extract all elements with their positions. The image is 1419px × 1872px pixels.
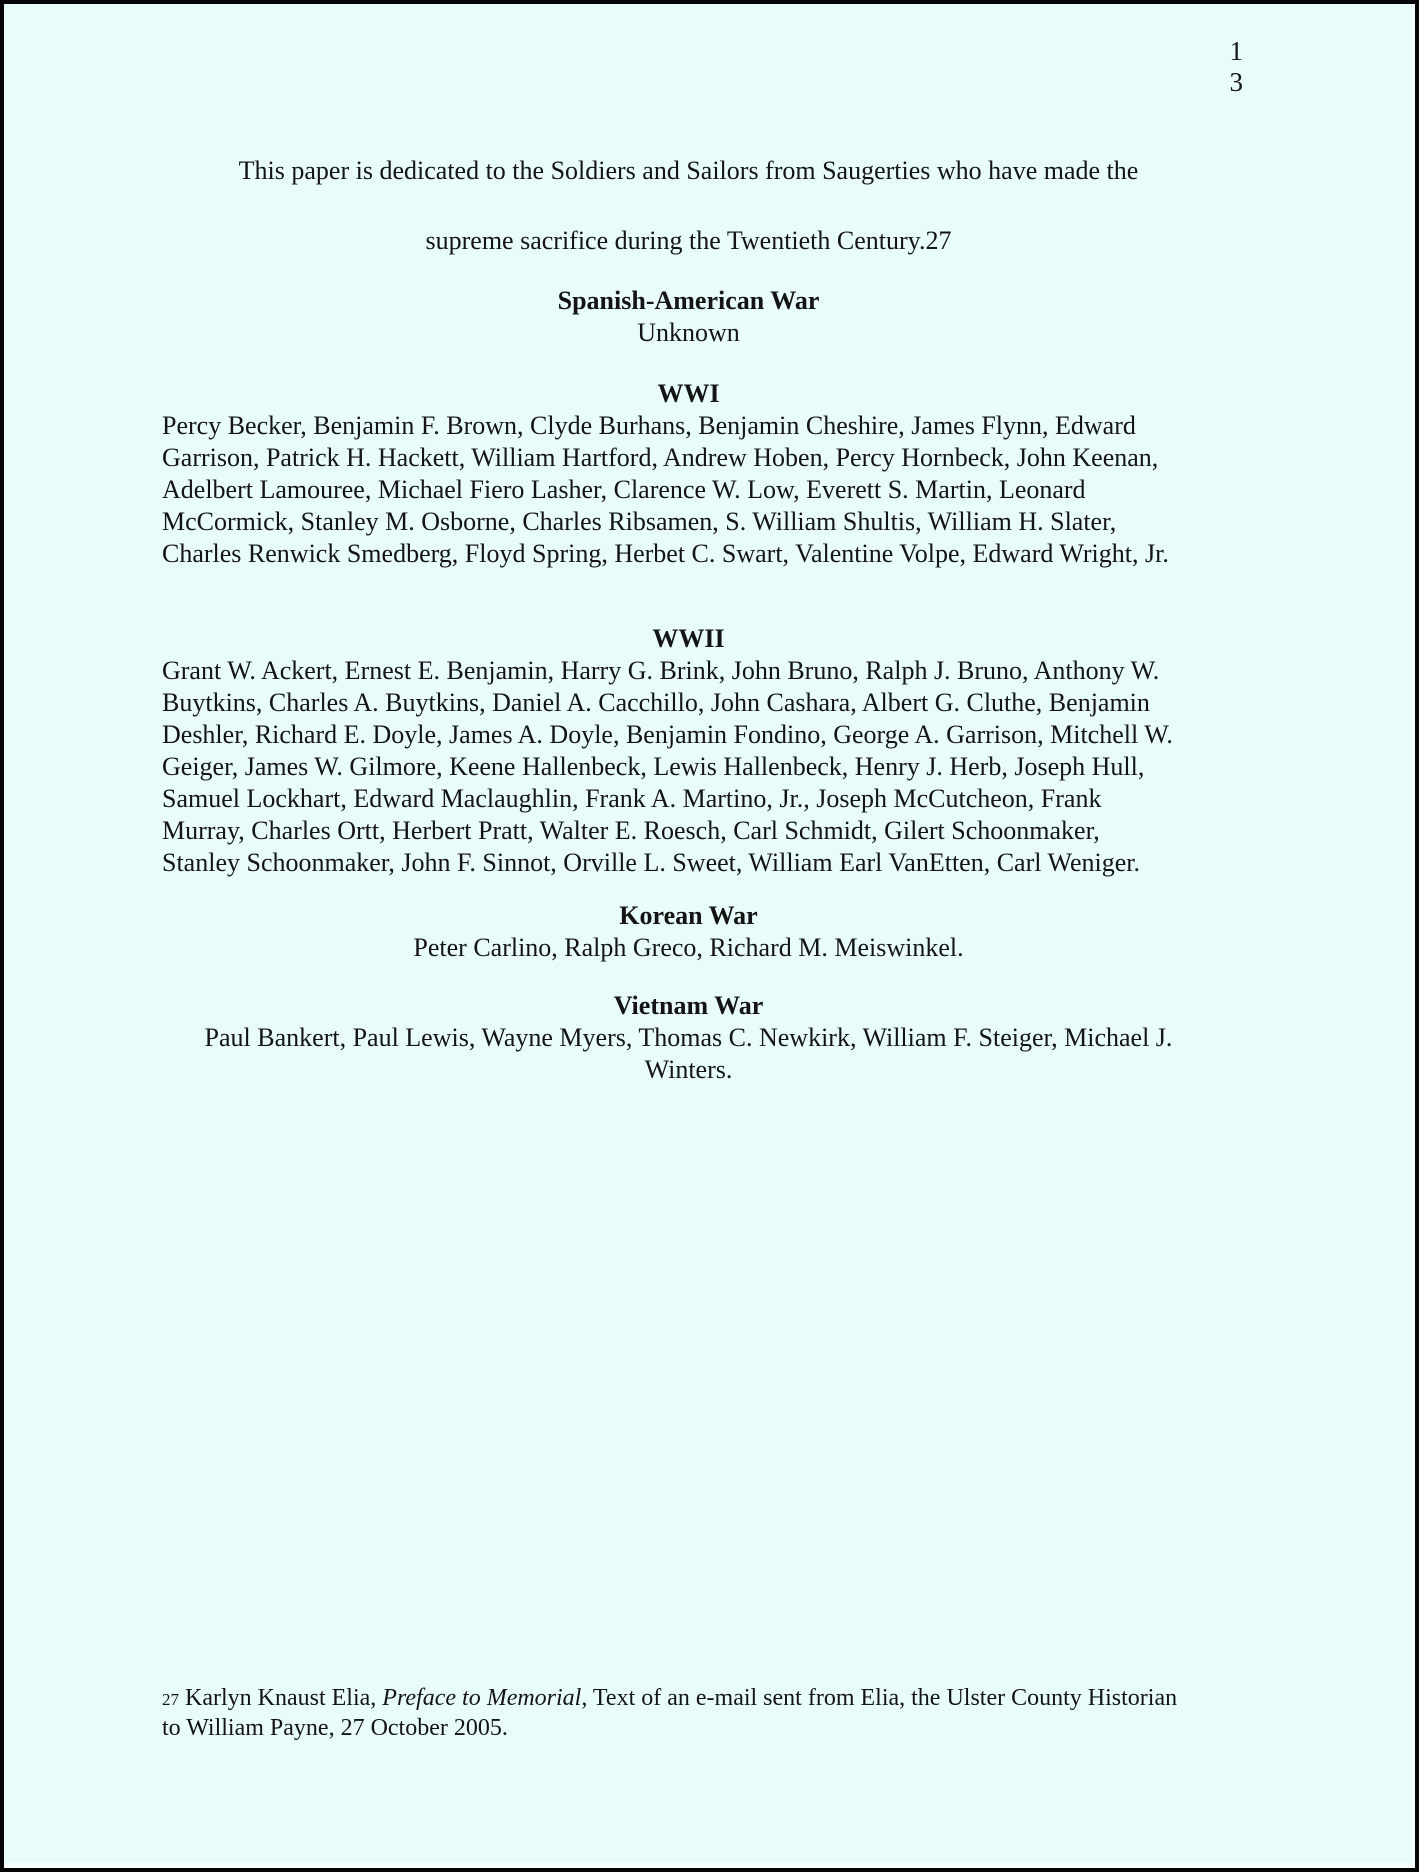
section-heading: Spanish-American War <box>557 286 820 315</box>
section-heading: Korean War <box>619 901 758 930</box>
name-list-line: Percy Becker, Benjamin F. Brown, Clyde Burhans, Benjamin Cheshire, James Flynn, Edward <box>162 411 1136 440</box>
section-wwi <box>162 378 1215 570</box>
name-list-line: Garrison, Patrick H. Hackett, William Hartford, Andrew Hoben, Percy Hornbeck, John Keenan, <box>162 443 1159 472</box>
name-list-line: McCormick, Stanley M. Osborne, Charles Ribsamen, S. William Shultis, William H. Slater, <box>162 507 1117 536</box>
dedication <box>162 155 1215 257</box>
section-body <box>162 410 1215 570</box>
dedication-line: supreme sacrifice during the Twentieth Century.27 <box>425 226 952 255</box>
page-number-line-2: 3 <box>1229 67 1243 97</box>
section-body <box>162 1022 1215 1086</box>
section-heading: Vietnam War <box>613 991 764 1020</box>
section-heading: WWI <box>657 379 720 408</box>
page-number <box>1230 36 1244 98</box>
footnote-text: Text of an e-mail sent from Elia, the Ulster County Historian <box>587 1685 1178 1711</box>
section-wwii <box>162 623 1215 879</box>
footnote-marker: 27 <box>162 1690 179 1709</box>
section-vietnam-war <box>162 990 1215 1086</box>
name-list-line: Murray, Charles Ortt, Herbert Pratt, Walter E. Roesch, Carl Schmidt, Gilert Schoonmaker, <box>162 816 1100 845</box>
name-list-line: Paul Bankert, Paul Lewis, Wayne Myers, Thomas C. Newkirk, William F. Steiger, Michael J. <box>204 1023 1173 1052</box>
section-heading: WWII <box>652 624 725 653</box>
footnote-line <box>162 1684 1215 1714</box>
footnote <box>4 1684 1415 1743</box>
page-number-line-1: 1 <box>1229 36 1243 66</box>
section-body: Unknown <box>637 318 740 347</box>
name-list-line: Deshler, Richard E. Doyle, James A. Doyle, Benjamin Fondino, George A. Garrison, Mitchell W. <box>162 720 1173 749</box>
section-spanish-american-war <box>162 285 1215 349</box>
name-list-line: Adelbert Lamouree, Michael Fiero Lasher, Clarence W. Low, Everett S. Martin, Leonard <box>162 475 1086 504</box>
name-list-line: Samuel Lockhart, Edward Maclaughlin, Frank A. Martino, Jr., Joseph McCutcheon, Frank <box>162 784 1102 813</box>
section-body: Peter Carlino, Ralph Greco, Richard M. Meiswinkel. <box>413 933 964 962</box>
name-list-line: Grant W. Ackert, Ernest E. Benjamin, Harry G. Brink, John Bruno, Ralph J. Bruno, Anthony W. <box>162 656 1160 685</box>
footnote-text: Karlyn Knaust Elia, <box>179 1685 383 1711</box>
section-korean-war <box>162 900 1215 964</box>
name-list-line: Buytkins, Charles A. Buytkins, Daniel A. Cacchillo, John Cashara, Albert G. Cluthe, Benjamin <box>162 688 1150 717</box>
footnote-line: to William Payne, 27 October 2005. <box>162 1715 508 1741</box>
section-body <box>162 655 1215 879</box>
name-list-line: Charles Renwick Smedberg, Floyd Spring, Herbet C. Swart, Valentine Volpe, Edward Wright, Jr. <box>162 539 1169 568</box>
name-list-line: Geiger, James W. Gilmore, Keene Hallenbeck, Lewis Hallenbeck, Henry J. Herb, Joseph Hull, <box>162 752 1145 781</box>
dedication-line: This paper is dedicated to the Soldiers and Sailors from Saugerties who have made the <box>238 156 1139 185</box>
name-list-line: Stanley Schoonmaker, John F. Sinnot, Orville L. Sweet, William Earl VanEtten, Carl Weniger. <box>162 848 1140 877</box>
document-content <box>4 4 1415 1086</box>
footnote-title-italic: Preface to Memorial, <box>382 1685 588 1711</box>
name-list-line: Winters. <box>644 1055 733 1084</box>
